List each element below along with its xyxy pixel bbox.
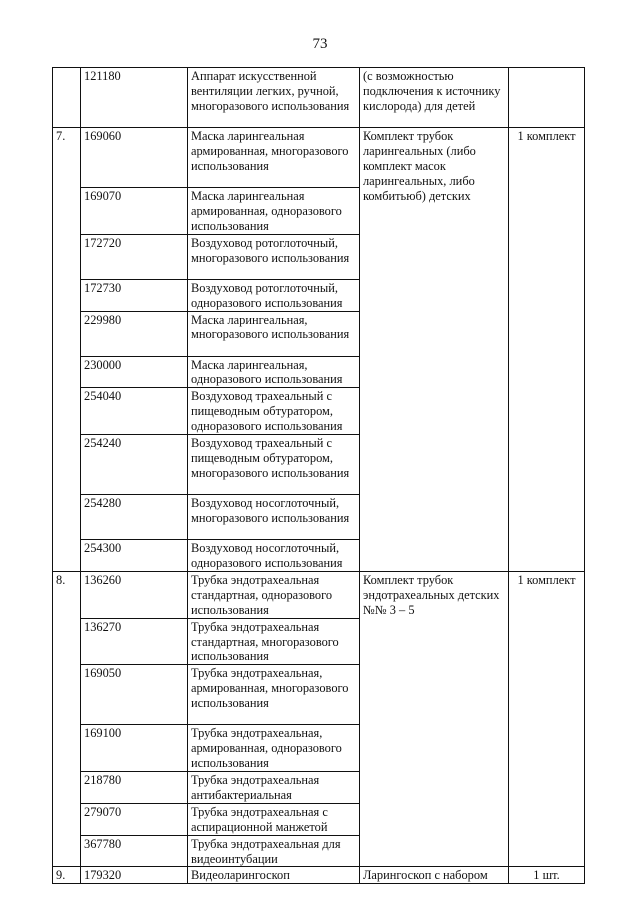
quantity bbox=[509, 68, 585, 128]
device-name: Воздуховод трахеальный с пищеводным обтуратором, многоразового использования bbox=[188, 435, 360, 495]
group-description: (с возможностью подключения к источнику кислорода) для детей bbox=[360, 68, 509, 128]
device-name: Видеоларингоскоп bbox=[188, 867, 360, 884]
group-description: Комплект трубок ларингеальных (либо комплект масок ларингеальных, либо комбитьюб) детских bbox=[360, 128, 509, 572]
device-code: 169060 bbox=[81, 128, 188, 188]
device-code: 169070 bbox=[81, 188, 188, 235]
device-name: Маска ларингеальная, многоразового использования bbox=[188, 311, 360, 356]
device-name: Воздуховод ротоглоточный, одноразового использования bbox=[188, 279, 360, 311]
device-code: 172730 bbox=[81, 279, 188, 311]
device-name: Маска ларингеальная армированная, многоразового использования bbox=[188, 128, 360, 188]
row-number: 9. bbox=[53, 867, 81, 884]
device-code: 169050 bbox=[81, 665, 188, 725]
device-code: 179320 bbox=[81, 867, 188, 884]
device-name: Воздуховод трахеальный с пищеводным обтуратором, одноразового использования bbox=[188, 388, 360, 435]
device-code: 172720 bbox=[81, 234, 188, 279]
device-code: 230000 bbox=[81, 356, 188, 388]
device-code: 279070 bbox=[81, 803, 188, 835]
device-name: Воздуховод ротоглоточный, многоразового использования bbox=[188, 234, 360, 279]
device-name: Маска ларингеальная, одноразового использования bbox=[188, 356, 360, 388]
quantity: 1 комплект bbox=[509, 571, 585, 867]
device-name: Трубка эндотрахеальная стандартная, одноразового использования bbox=[188, 571, 360, 618]
table-row bbox=[53, 571, 585, 618]
page-number: 73 bbox=[312, 36, 328, 52]
device-name: Трубка эндотрахеальная для видеоинтубации bbox=[188, 835, 360, 867]
device-name: Трубка эндотрахеальная стандартная, многоразового использования bbox=[188, 618, 360, 665]
device-name: Трубка эндотрахеальная антибактериальная bbox=[188, 772, 360, 804]
table-row bbox=[53, 867, 585, 884]
device-code: 254280 bbox=[81, 495, 188, 540]
device-name: Воздуховод носоглоточный, многоразового использования bbox=[188, 495, 360, 540]
device-name: Маска ларингеальная армированная, одноразового использования bbox=[188, 188, 360, 235]
device-name: Аппарат искусственной вентиляции легких, ручной, многоразового использования bbox=[188, 68, 360, 128]
device-name: Трубка эндотрахеальная с аспирационной манжетой bbox=[188, 803, 360, 835]
device-code: 218780 bbox=[81, 772, 188, 804]
row-number: 8. bbox=[53, 571, 81, 867]
quantity: 1 шт. bbox=[509, 867, 585, 884]
device-name: Трубка эндотрахеальная, армированная, многоразового использования bbox=[188, 665, 360, 725]
device-code: 254300 bbox=[81, 540, 188, 572]
device-code: 169100 bbox=[81, 725, 188, 772]
device-code: 254040 bbox=[81, 388, 188, 435]
device-name: Трубка эндотрахеальная, армированная, одноразового использования bbox=[188, 725, 360, 772]
row-number: 7. bbox=[53, 128, 81, 572]
group-description: Комплект трубок эндотрахеальных детских №№ 3 – 5 bbox=[360, 571, 509, 867]
device-code: 136260 bbox=[81, 571, 188, 618]
device-code: 254240 bbox=[81, 435, 188, 495]
group-description: Ларингоскоп с набором bbox=[360, 867, 509, 884]
device-code: 121180 bbox=[81, 68, 188, 128]
row-number bbox=[53, 68, 81, 128]
table-row bbox=[53, 128, 585, 188]
table-row bbox=[53, 68, 585, 128]
quantity: 1 комплект bbox=[509, 128, 585, 572]
device-name: Воздуховод носоглоточный, одноразового использования bbox=[188, 540, 360, 572]
device-code: 229980 bbox=[81, 311, 188, 356]
device-code: 367780 bbox=[81, 835, 188, 867]
device-code: 136270 bbox=[81, 618, 188, 665]
equipment-table bbox=[52, 67, 585, 884]
